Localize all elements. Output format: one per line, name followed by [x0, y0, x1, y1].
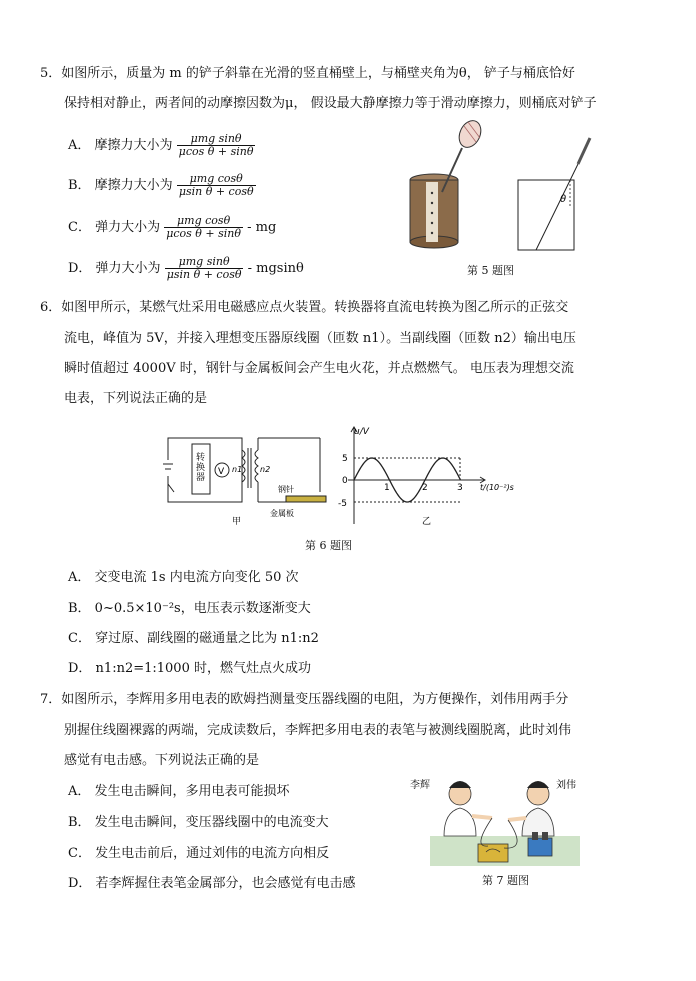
person-right-label: 刘伟 — [556, 780, 576, 791]
force-diagram — [518, 138, 590, 250]
q5-option-c[interactable] — [68, 215, 276, 240]
person-left-illustration — [444, 781, 492, 836]
q5-option-c-fraction — [164, 215, 243, 240]
graph-xlabel: t/(10⁻²)s — [480, 483, 514, 492]
voltmeter-symbol: V — [218, 467, 225, 477]
fraction-denominator: μcos θ + sinθ — [166, 227, 242, 240]
needle-label: 钢针 — [278, 485, 294, 494]
graph-y-positive-tick: 5 — [342, 454, 348, 464]
q5-option-c-suffix: - mg — [247, 220, 277, 235]
q5-figure — [400, 118, 600, 258]
graph-x-tick-2: 2 — [422, 483, 428, 493]
graph-ylabel: u/V — [354, 427, 369, 437]
plate-label: 金属板 — [270, 509, 294, 518]
fraction-numerator: μmg sinθ — [165, 256, 244, 269]
q7-stem-line3: 感觉有电击感。下列说法正确的是 — [64, 753, 260, 768]
q5-option-a[interactable] — [68, 133, 255, 158]
q5-option-a-prefix: A． 摩擦力大小为 — [68, 138, 173, 153]
figure-a-label: 甲 — [232, 517, 242, 526]
q6-option-c[interactable]: C． 穿过原、副线圈的磁通量之比为 n1:n2 — [68, 631, 319, 646]
graph-y-negative-tick: -5 — [338, 499, 347, 509]
q6-option-d[interactable]: D． n1:n2=1:1000 时，燃气灶点火成功 — [68, 661, 311, 676]
q7-option-b[interactable]: B． 发生电击瞬间，变压器线圈中的电流变大 — [68, 815, 329, 830]
q5-stem-line1: 5．如图所示，质量为 m 的铲子斜靠在光滑的竖直桶壁上，与桶壁夹角为θ， 铲子与桶底恰好 — [40, 66, 575, 81]
bucket-illustration — [410, 174, 458, 248]
n1-label: n1 — [232, 465, 243, 474]
q5-option-d[interactable] — [68, 256, 304, 281]
q6-circuit-figure — [160, 430, 330, 526]
q6-stem-line4: 电表，下列说法正确的是 — [64, 391, 208, 406]
fraction-denominator: μsin θ + cosθ — [178, 185, 254, 198]
person-right-illustration — [508, 781, 554, 836]
q5-option-d-suffix: - mgsinθ — [247, 261, 304, 276]
fraction-numerator: μmg sinθ — [177, 133, 256, 146]
q5-option-d-fraction — [165, 256, 244, 281]
q5-option-b-fraction — [177, 173, 256, 198]
q7-caption: 第 7 题图 — [482, 874, 529, 887]
q7-option-a[interactable]: A． 发生电击瞬间，多用电表可能损坏 — [68, 784, 290, 799]
q6-voltage-graph — [334, 424, 524, 528]
q5-option-c-prefix: C． 弹力大小为 — [68, 220, 161, 235]
graph-origin-label: 0 — [342, 476, 348, 486]
fraction-denominator: μsin θ + cosθ — [166, 268, 242, 281]
multimeter-illustration — [478, 844, 508, 862]
q7-option-c[interactable]: C． 发生电击前后，通过刘伟的电流方向相反 — [68, 846, 330, 861]
q5-option-a-fraction — [177, 133, 256, 158]
q7-stem-line1: 7．如图所示，李辉用多用电表的欧姆挡测量变压器线圈的电阻，为方便操作，刘伟用两手分 — [40, 692, 569, 707]
graph-x-tick-3: 3 — [457, 483, 463, 493]
person-left-label: 李辉 — [410, 780, 430, 791]
fraction-numerator: μmg cosθ — [164, 215, 243, 228]
graph-x-tick-1: 1 — [384, 483, 390, 493]
q6-option-b[interactable]: B． 0~0.5×10⁻²s，电压表示数逐渐变大 — [68, 601, 311, 616]
q6-stem-line3: 瞬时值超过 4000V 时，钢针与金属板间会产生电火花，并点燃燃气。 电压表为理想交流 — [64, 361, 574, 376]
figure-b-label: 乙 — [422, 517, 432, 527]
fraction-numerator: μmg cosθ — [177, 173, 256, 186]
q7-stem-line2: 别握住线圈裸露的两端，完成读数后，李辉把多用电表的表笔与被测线圈脱离，此时刘伟 — [64, 723, 572, 738]
q6-caption: 第 6 题图 — [305, 539, 352, 552]
q5-option-b-prefix: B． 摩擦力大小为 — [68, 178, 173, 193]
q5-stem-line2: 保持相对静止，两者间的动摩擦因数为μ， 假设最大静摩擦力等于滑动摩擦力，则桶底对铲子 — [64, 96, 597, 111]
q6-stem-line2: 流电，峰值为 5V，并接入理想变压器原线圈（匝数 n1）。当副线圈（匝数 n2）输出电压 — [64, 331, 576, 346]
n2-label: n2 — [260, 465, 271, 474]
fraction-denominator: μcos θ + sinθ — [178, 145, 254, 158]
q5-option-b[interactable] — [68, 173, 256, 198]
theta-label: θ — [560, 194, 567, 205]
q5-caption: 第 5 题图 — [467, 264, 514, 277]
converter-label: 转换器 — [196, 453, 206, 483]
q7-option-d[interactable]: D． 若李辉握住表笔金属部分，也会感觉有电击感 — [68, 876, 356, 891]
q6-stem-line1: 6．如图甲所示，某燃气灶采用电磁感应点火装置。转换器将直流电转换为图乙所示的正弦交 — [40, 300, 569, 315]
q7-figure — [410, 774, 580, 866]
q5-option-d-prefix: D． 弹力大小为 — [68, 261, 161, 276]
q6-option-a[interactable]: A． 交变电流 1s 内电流方向变化 50 次 — [68, 570, 299, 585]
